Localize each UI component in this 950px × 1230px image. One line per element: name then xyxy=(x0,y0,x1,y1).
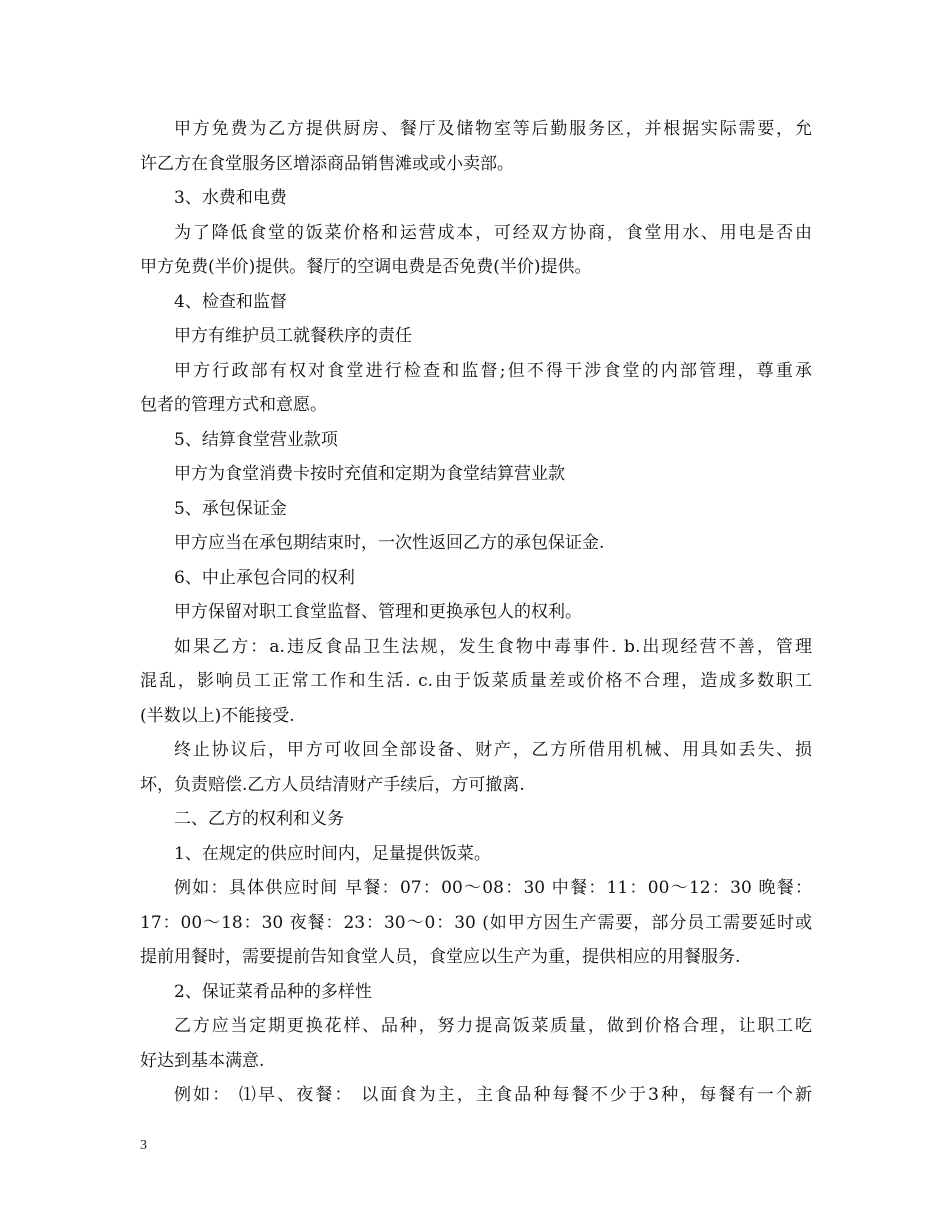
paragraph-line: (半数以上)不能接受. xyxy=(140,705,295,726)
paragraph-line: 如果乙方：a.违反食品卫生法规，发生食物中毒事件. b.出现经营不善，管理 xyxy=(174,636,812,657)
paragraph-line: 终止协议后，甲方可收回全部设备、财产，乙方所借用机械、用具如丢失、损 xyxy=(174,740,812,760)
section-heading: 5、承包保证金 xyxy=(174,498,287,519)
paragraph-line: 甲方为食堂消费卡按时充值和定期为食堂结算营业款 xyxy=(174,464,565,484)
paragraph-line: 许乙方在食堂服务区增添商品销售滩或或小卖部。 xyxy=(140,153,514,174)
paragraph-line: 甲方行政部有权对食堂进行检查和监督;但不得干涉食堂的内部管理，尊重承 xyxy=(174,360,812,381)
paragraph-line: 坏，负责赔偿.乙方人员结清财产手续后，方可撤离. xyxy=(140,774,525,795)
paragraph-line: 甲方应当在承包期结束时，一次性返回乙方的承包保证金. xyxy=(174,533,605,553)
paragraph-line: 提前用餐时，需要提前告知食堂人员，食堂应以生产为重，提供相应的用餐服务. xyxy=(140,947,741,967)
paragraph-line: 17：00～18：30 夜餐：23：30～0：30 (如甲方因生产需要，部分员工需要延时或 xyxy=(140,912,812,933)
section-heading: 2、保证菜肴品种的多样性 xyxy=(174,981,372,1002)
paragraph-line: 甲方免费(半价)提供。餐厅的空调电费是否免费(半价)提供。 xyxy=(140,257,592,277)
section-heading: 5、结算食堂营业款项 xyxy=(174,429,338,450)
section-heading: 二、乙方的权利和义务 xyxy=(174,809,344,829)
page-number: 3 xyxy=(140,1138,147,1153)
paragraph-line: 包者的管理方式和意愿。 xyxy=(140,395,327,415)
paragraph-line: 混乱，影响员工正常工作和生活. c.由于饭菜质量差或价格不合理，造成多数职工 xyxy=(140,671,812,691)
paragraph-line: 甲方有维护员工就餐秩序的责任 xyxy=(174,326,412,346)
section-heading: 6、中止承包合同的权利 xyxy=(174,567,355,588)
paragraph-line: 例如：具体供应时间 早餐：07：00～08：30 中餐：11：00～12：30 晚餐： xyxy=(174,878,812,898)
section-heading: 1、在规定的供应时间内，足量提供饭菜。 xyxy=(174,843,491,864)
section-heading: 4、检查和监督 xyxy=(174,291,287,312)
section-heading: 3、水费和电费 xyxy=(174,188,287,208)
document-body xyxy=(140,112,812,1113)
paragraph-line: 为了降低食堂的饭菜价格和运营成本，可经双方协商，食堂用水、用电是否由 xyxy=(174,222,812,243)
paragraph-line: 甲方免费为乙方提供厨房、餐厅及储物室等后勤服务区，并根据实际需要，允 xyxy=(174,119,812,139)
paragraph-line: 例如： ⑴早、夜餐： 以面食为主，主食品种每餐不少于3种，每餐有一个新 xyxy=(174,1085,812,1105)
paragraph-line: 乙方应当定期更换花样、品种，努力提高饭菜质量，做到价格合理，让职工吃 xyxy=(174,1016,812,1036)
paragraph-line: 甲方保留对职工食堂监督、管理和更换承包人的权利。 xyxy=(174,602,582,622)
paragraph-line: 好达到基本满意. xyxy=(140,1050,265,1071)
